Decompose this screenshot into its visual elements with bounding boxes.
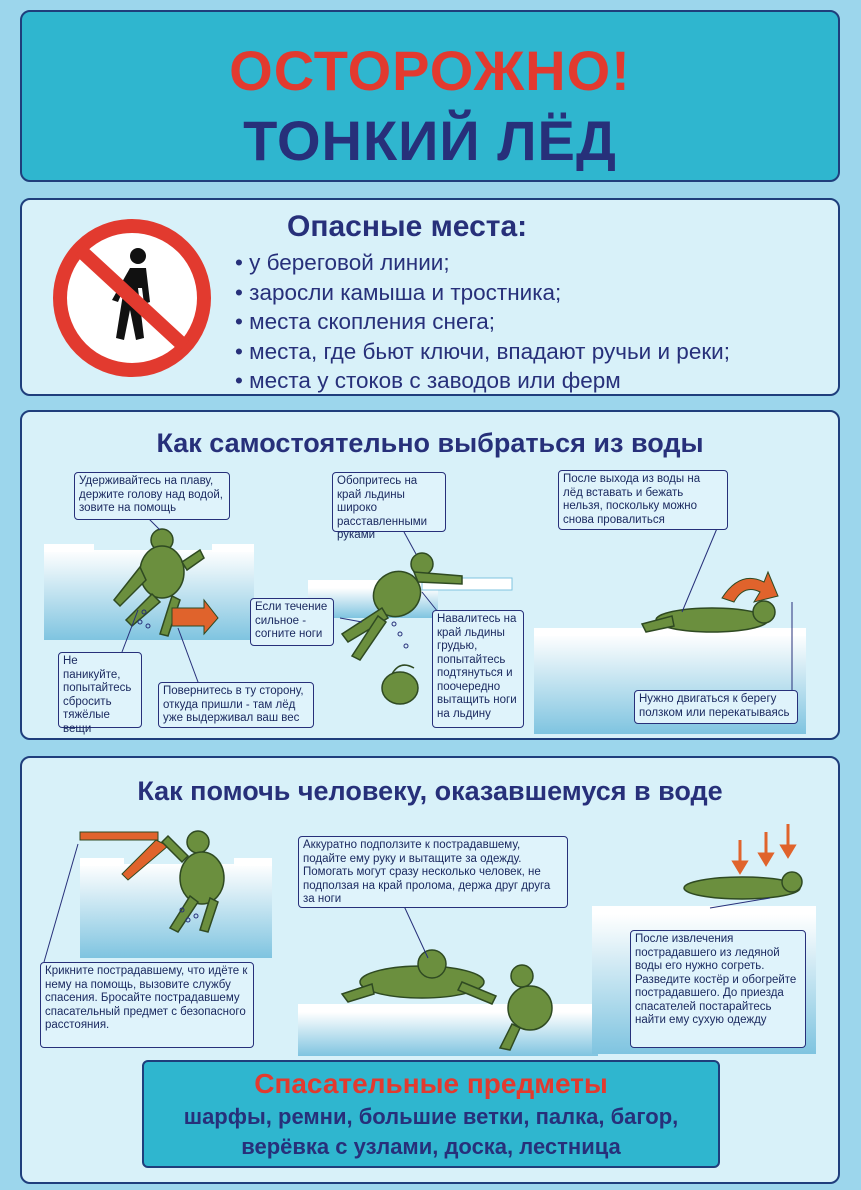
callout-crawl-and-pull: Аккуратно подползите к пострадавшему, подайте ему руку и вытащите за одежду. Помогать могут сразу несколько человек, не подползая на край пролома, держа друг друга за ноги <box>298 836 568 908</box>
help-other-panel <box>20 756 840 1184</box>
callout-no-panic: Не паникуйте, попытайтесь сбросить тяжёлые вещи <box>58 652 142 728</box>
help-other-title: Как помочь человеку, оказавшемуся в воде <box>137 776 723 806</box>
danger-places-panel <box>20 198 840 396</box>
warming-arrows-icon <box>734 824 794 872</box>
rescue-items-title: Спасательные предметы <box>254 1068 608 1099</box>
danger-title: Опасные места: <box>287 210 528 243</box>
callout-do-not-stand: После выхода из воды на лёд вставать и бежать нельзя, поскольку можно снова провалиться <box>558 470 728 530</box>
list-item: • места скопления снега; <box>235 307 730 337</box>
lying-figure <box>684 872 802 899</box>
callout-turn-back: Повернитесь в ту сторону, откуда пришли - там лёд уже выдерживал ваш вес <box>158 682 314 728</box>
title-thin-ice: ТОНКИЙ ЛЁД <box>243 109 617 172</box>
callout-bend-legs: Если течение сильное - согните ноги <box>250 598 334 646</box>
callout-shout-and-throw: Крикните пострадавшему, что идёте к нему на помощь, вызовите службу спасения. Бросайте пострадавшему спасательный предмет с безопасного расстояния. <box>40 962 254 1048</box>
callout-warm-victim: После извлечения пострадавшего из ледяной воды его нужно согреть. Разведите костёр и обогрейте пострадавшего. До приезда спасателей постарайтесь найти ему сухую одежду <box>630 930 806 1048</box>
callout-lean-on-edge: Обопритесь на край льдины широко расставленными руками <box>332 472 446 532</box>
rescue-items-line-1: шарфы, ремни, большие ветки, палка, багор, <box>183 1104 679 1129</box>
roll-arrow-icon <box>722 572 778 602</box>
rescue-items-box <box>142 1060 720 1168</box>
self-rescue-panel <box>20 410 840 740</box>
no-pedestrian-sign-icon <box>52 218 212 378</box>
callout-crawl-to-shore: Нужно двигаться к берегу ползком или перекатываясь <box>634 690 798 724</box>
scarf-icon <box>80 832 158 840</box>
backpack-icon <box>382 665 418 704</box>
callout-stay-afloat: Удерживайтесь на плаву, держите голову над водой, зовите на помощь <box>74 472 230 520</box>
self-rescue-title: Как самостоятельно выбраться из воды <box>156 428 704 458</box>
crawling-figure <box>642 601 775 632</box>
list-item: • места у стоков с заводов или ферм <box>235 366 730 396</box>
title-warning: ОСТОРОЖНО! <box>229 39 631 102</box>
rescuer-figure <box>342 950 496 1004</box>
list-item: • заросли камыша и тростника; <box>235 278 730 308</box>
header-banner <box>20 10 840 182</box>
callout-pull-out: Навалитесь на край льдины грудью, попытайтесь подтянуться и поочередно вытащить ноги на льдину <box>432 610 524 728</box>
rescue-items-line-2: верёвка с узлами, доска, лестница <box>241 1134 621 1159</box>
list-item: • у береговой линии; <box>235 248 730 278</box>
danger-list <box>235 248 730 396</box>
list-item: • места, где бьют ключи, впадают ручьи и реки; <box>235 337 730 367</box>
